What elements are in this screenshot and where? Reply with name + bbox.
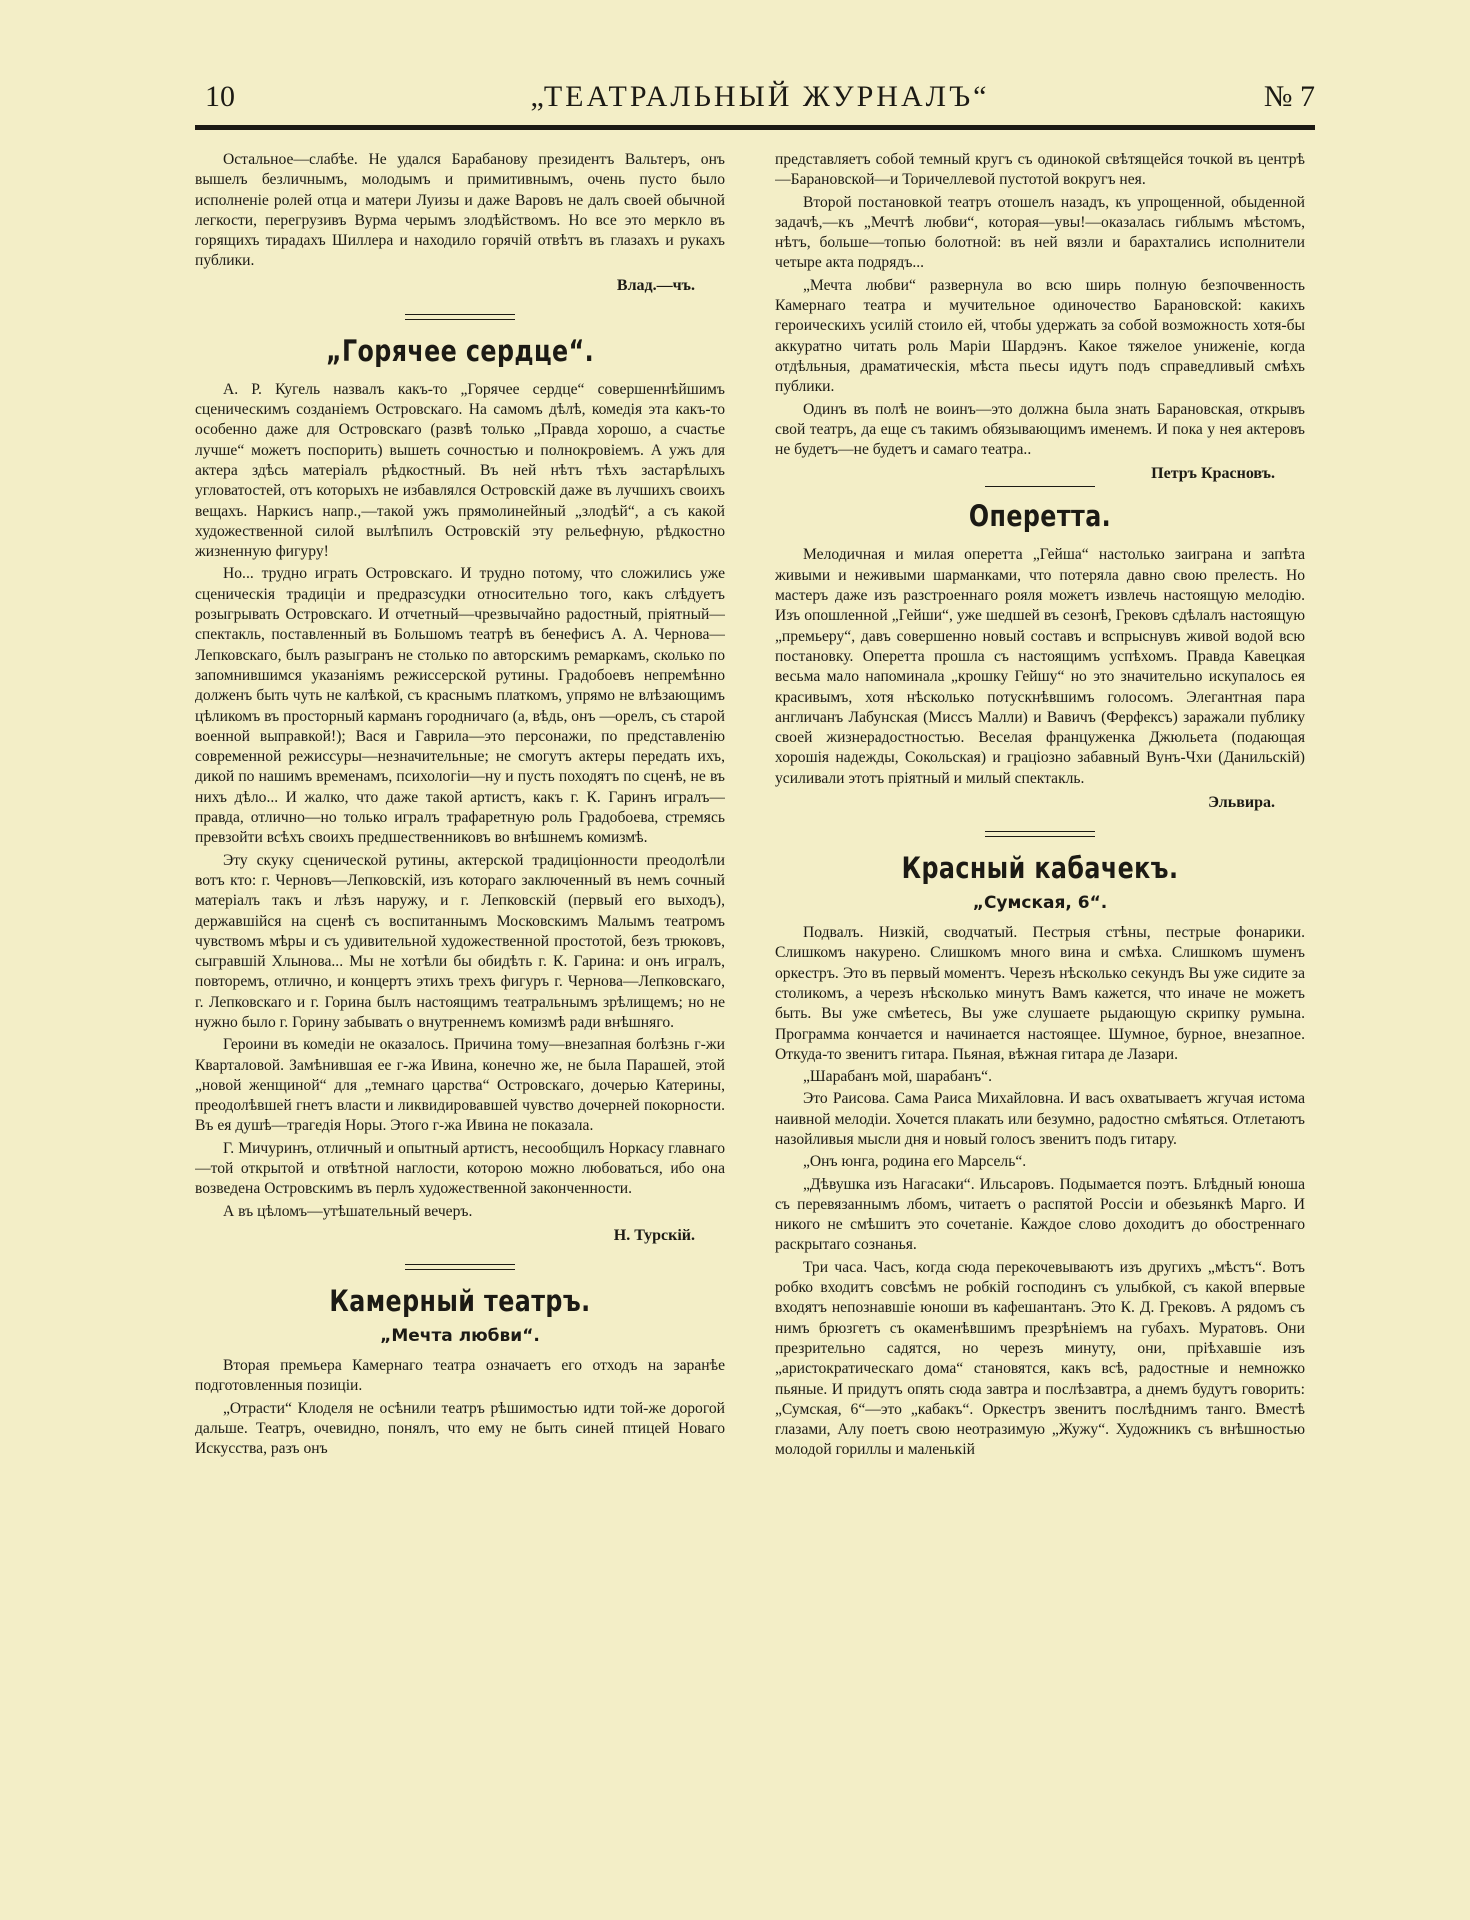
article-paragraph: „Дѣвушка изъ Нагасаки“. Ильсаровъ. Подымается поэтъ. Блѣдный юноша съ перевязаннымъ лбомъ, читаетъ о распятой Россіи и обезьянкѣ Марго. И никого не смѣшитъ это сочетаніе. Каждое слово доходитъ до обостреннаго раскрытаго сознанья. [775,1175,1305,1254]
left-column [195,150,725,1895]
article-paragraph: Три часа. Часъ, когда сюда перекочевываютъ изъ другихъ „мѣстъ“. Вотъ робко входитъ совсѣмъ не робкій господинъ съ улыбкой, съ какой впервые входятъ непознавшіе юноши въ кафешантанъ. Это К. Д. Грековъ. А рядомъ съ нимъ брюзгетъ съ окаменѣвшимъ презрѣніемъ на губахъ. Муратовъ. Они презрительно садятся, но черезъ минуту, они, пріѣхавшіе изъ „аристократическаго дома“ становятся, какъ всѣ, радостные и немножко пьяные. И придутъ опять сюда завтра и послѣзавтра, а днемъ будутъ говорить: „Сумская, 6“—это „кабакъ“. Оркестръ звенитъ послѣднимъ танго. Вместѣ глазами, Алу поетъ свою неотразимую „Жужу“. Художникъ съ внѣшностью молодой гориллы и маленькій [775,1258,1305,1459]
article-subtitle: „Мечта любви“. [380,1325,540,1346]
article-title-red-tavern: Красный кабачекъ. [901,851,1179,886]
article-paragraph: „Шарабанъ мой, шарабанъ“. [803,1068,992,1086]
section-divider [985,486,1095,487]
page-number: 10 [205,80,235,113]
section-divider [405,1264,515,1270]
article-paragraph: Г. Мичуринъ, отличный и опытный артистъ, несообщилъ Норкасу главнаго—той открытой и отвѣтной наглости, которою можно любоваться, ибо она возведена Островскимъ въ перлъ художественной законченности. [195,1139,725,1198]
article-paragraph: Мелодичная и милая оперетта „Гейша“ настолько заиграна и запѣта живыми и неживыми шарманками, что потеряла давно свою прелесть. Но мастеръ даже изъ разстроеннаго рояля можетъ извлечь настоящую мелодію. Изъ опошленной „Гейши“, уже шедшей въ сезонѣ, Грековъ сдѣлалъ настоящую „премьеру“, давъ совершенно новый составъ и вспрыснувъ живой водой всю постановку. Оперетта прошла съ настоящимъ успѣхомъ. Правда Кавецкая весьма мало напоминала „крошку Гейшу“ но это значительно искупалось ея красивымъ, хотя нѣсколько потускнѣвшимъ голосомъ. Элегантная пара англичанъ Лабунская (Миссъ Малли) и Вавичъ (Ферфексъ) заражали публику своей жизнерадостностью. Веселая француженка Джюльета (подающая хорошія надежды, Сокольская) и граціозно забавный Вунъ-Чхи (Данильскій) усиливали этотъ пріятный и милый спектакль. [775,546,1305,787]
article-title-chamber-theatre: Камерный театръ. [329,1283,591,1318]
article-paragraph: Героини въ комедіи не оказалось. Причина тому—внезапная болѣзнь г-жи Кварталовой. Замѣнившая ее г-жа Ивина, конечно же, не была Парашей, этой „новой женщиной“ для „темнаго царства“ Островскаго, дочерью Катерины, преодолѣвшей гнетъ власти и ликвидировавшей чувство дочерней покорности. Въ ея душѣ—трагедія Норы. Этого г-жа Ивина не показала. [195,1036,725,1135]
article-paragraph: Но... трудно играть Островскаго. И трудно потому, что сложились уже сценическія традиціи и предразсудки относительно того, какъ слѣдуетъ розыгрывать Островскаго. И отчетный—чрезвычайно радостный, пріятный—спектакль, поставленный въ Большомъ театрѣ въ бенефисъ А. А. Чернова—Лепковскаго, былъ разыгранъ не столько по авторскимъ ремаркамъ, сколько по запомнившимся указаніямъ режиссерской рутины. Градобоевъ непремѣнно долженъ быть чуть не калѣкой, съ краснымъ платкомъ, упрямо не влѣзающимъ цѣликомъ въ просторный карманъ городничаго (а, вѣдь, онъ —орелъ, съ старой военной выправкой!); Вася и Гаврила—это персонажи, по представленію современной режиссуры—незначительные; не смогутъ актеры передать ихъ, дикой по нашимъ временамъ, психологіи—ну и пусть походятъ по сценѣ, не въ нихъ дѣло... И жалко, что даже такой артистъ, какъ г. К. Гаринъ игралъ—правда, отлично—но только игралъ трафаретную роль Градобоева, стремясь превзойти всѣхъ своихъ предшественниковъ во внѣшнемъ комизмѣ. [195,565,725,847]
article-signature: Эльвира. [1208,794,1275,812]
section-divider [985,831,1095,837]
article-paragraph: А въ цѣломъ—утѣшательный вечеръ. [223,1202,473,1220]
article-paragraph: „Онъ юнга, родина его Марсель“. [803,1153,1027,1171]
running-header [205,80,1315,120]
article-title-operetta: Оперетта. [968,499,1112,534]
article-paragraph: „Мечта любви“ развернула во всю ширь полную безпочвенность Камернаго театра и мучительное одиночество Барановской: какихъ героическихъ усилій стоило ей, чтобы удержать за собой возможность хотя-бы аккуратно читать роль Маріи Шардэнъ. Какое тяжелое униженіе, когда отдѣльныя, драматическія, мѣста пьесы идутъ подъ справедливый смѣхъ публики. [775,276,1305,396]
journal-title: „ТЕАТРАЛЬНЫЙ ЖУРНАЛЪ“ [530,80,990,113]
article-paragraph: Подвалъ. Низкій, сводчатый. Пестрыя стѣны, пестрые фонарики. Слишкомъ накурено. Слишкомъ много вина и смѣха. Слишкомъ шуменъ оркестръ. Это въ первый моментъ. Черезъ нѣсколько секундъ Вы уже сидите за столикомъ, а черезъ нѣсколько минутъ Вамъ кажется, что иначе не можетъ быть. Вы уже смѣетесь, Вы уже слушаете рыдающую скрипку румына. Программа кончается и начинается настоящее. Шумное, бурное, внезапное. Откуда-то звенитъ гитара. Пьяная, вѣжная гитара де Лазари. [775,924,1305,1063]
article-paragraph: Это Раисова. Сама Раиса Михайловна. И васъ охватываетъ жгучая истома наивной мелодіи. Хочется плакать или безумно, радостно смѣяться. Отлетаютъ назойливыя мысли дня и новый голосъ звенитъ подъ гитару. [775,1090,1305,1148]
article-paragraph: Второй постановкой театръ отошелъ назадъ, къ упрощенной, обыденной задачѣ,—къ „Мечтѣ любви“, которая—увы!—оказалась гиблымъ мѣстомъ, нѣтъ, больше—топью болотной: въ ней вязли и барахтались исполнители четыре акта подрядъ... [775,193,1305,272]
article-paragraph: Вторая премьера Камернаго театра означаетъ его отходъ на заранѣе подготовленныя позиціи. [195,1356,725,1395]
article-paragraph: „Отрасти“ Клоделя не осѣнили театръ рѣшимостью идти той-же дорогой дальше. Театръ, очевидно, понялъ, что ему не быть синей птицей Новаго Искусства, разъ онъ [195,1399,725,1458]
section-divider [405,314,515,320]
article-signature: Петръ Красновъ. [1151,465,1275,483]
article-subtitle: „Сумская, 6“. [972,893,1108,914]
header-rule [195,125,1315,130]
article-signature: Н. Турскій. [613,1226,695,1244]
article-paragraph: Эту скуку сценической рутины, актерской традиціонности преодолѣли вотъ кто: г. Черновъ—Лепковскій, изъ котораго заключенный въ немъ сочный матеріалъ такъ и лѣзъ наружу, и г. Лепковскій (первый его выходъ), державшійся на сценѣ съ воспитаннымъ Московскимъ Малымъ театромъ чувствомъ мѣры и съ удивительной художественной простотой, безъ трюковъ, сыгравшій Хлынова... Мы не хотѣли бы обидѣть г. К. Гарина: и онъ игралъ, повторемъ, отлично, и концертъ этихъ трехъ фигуръ г. Чернова—Лепковскаго, г. Лепковскаго и г. Горина былъ настоящимъ театральнымъ зрѣлищемъ; но не нужно было г. Горину забывать о внутреннемъ комизмѣ ради внѣшняго. [195,851,725,1031]
issue-number: № 7 [1263,80,1315,113]
intro-signature: Влад.—чъ. [616,276,695,294]
article-paragraph: А. Р. Кугель назвалъ какъ-то „Горячее сердце“ совершеннѣйшимъ сценическимъ созданіемъ Островскаго. На самомъ дѣлѣ, комедія эта какъ-то особенно даже для Островскаго (развѣ только „Правда хорошо, а счастье лучше“ можетъ поспорить) вышеть сочностью и полнокровіемъ. А ужъ для актера здѣсь матеріалъ рѣдкостный. Въ ней нѣтъ тѣхъ застарѣлыхъ угловатостей, отъ которыхъ не избавлялся Островскій даже въ лучшихъ своихъ вещахъ. Наркисъ напр.,—такой ужъ прямолинейный „злодѣй“, а съ какой художественной силой вылѣпилъ Островскій эту рельефную, рѣдкостно жизненную фигуру! [195,380,725,561]
intro-paragraph: Остальное—слабѣе. Не удался Барабанову президентъ Вальтеръ, онъ вышелъ безличнымъ, молодымъ и примитивнымъ, очень пусто было исполненіе ролей отца и матери Луизы и даже Варовъ не далъ своей обычной легкости, перегрузивъ Вурма черымъ злодѣйствомъ. Но все это меркло въ горящихъ тирадахъ Шиллера и находило горячій отвѣтъ въ глазахъ и рукахъ публики. [195,151,725,270]
article-paragraph: Одинъ въ полѣ не воинъ—это должна была знать Барановская, открывъ свой театръ, да еще съ такимъ обязывающимъ именемъ. И пока у нея актеровъ не будетъ—не будетъ и самаго театра.. [775,400,1305,459]
article-title-hot-heart: „Горячее сердце“. [325,333,595,368]
right-column [775,150,1305,1895]
article-paragraph: представляетъ собой темный кругъ съ одинокой свѣтящейся точкой въ центрѣ—Барановской—и Торичеллевой пустотой вокругъ нея. [775,151,1305,189]
